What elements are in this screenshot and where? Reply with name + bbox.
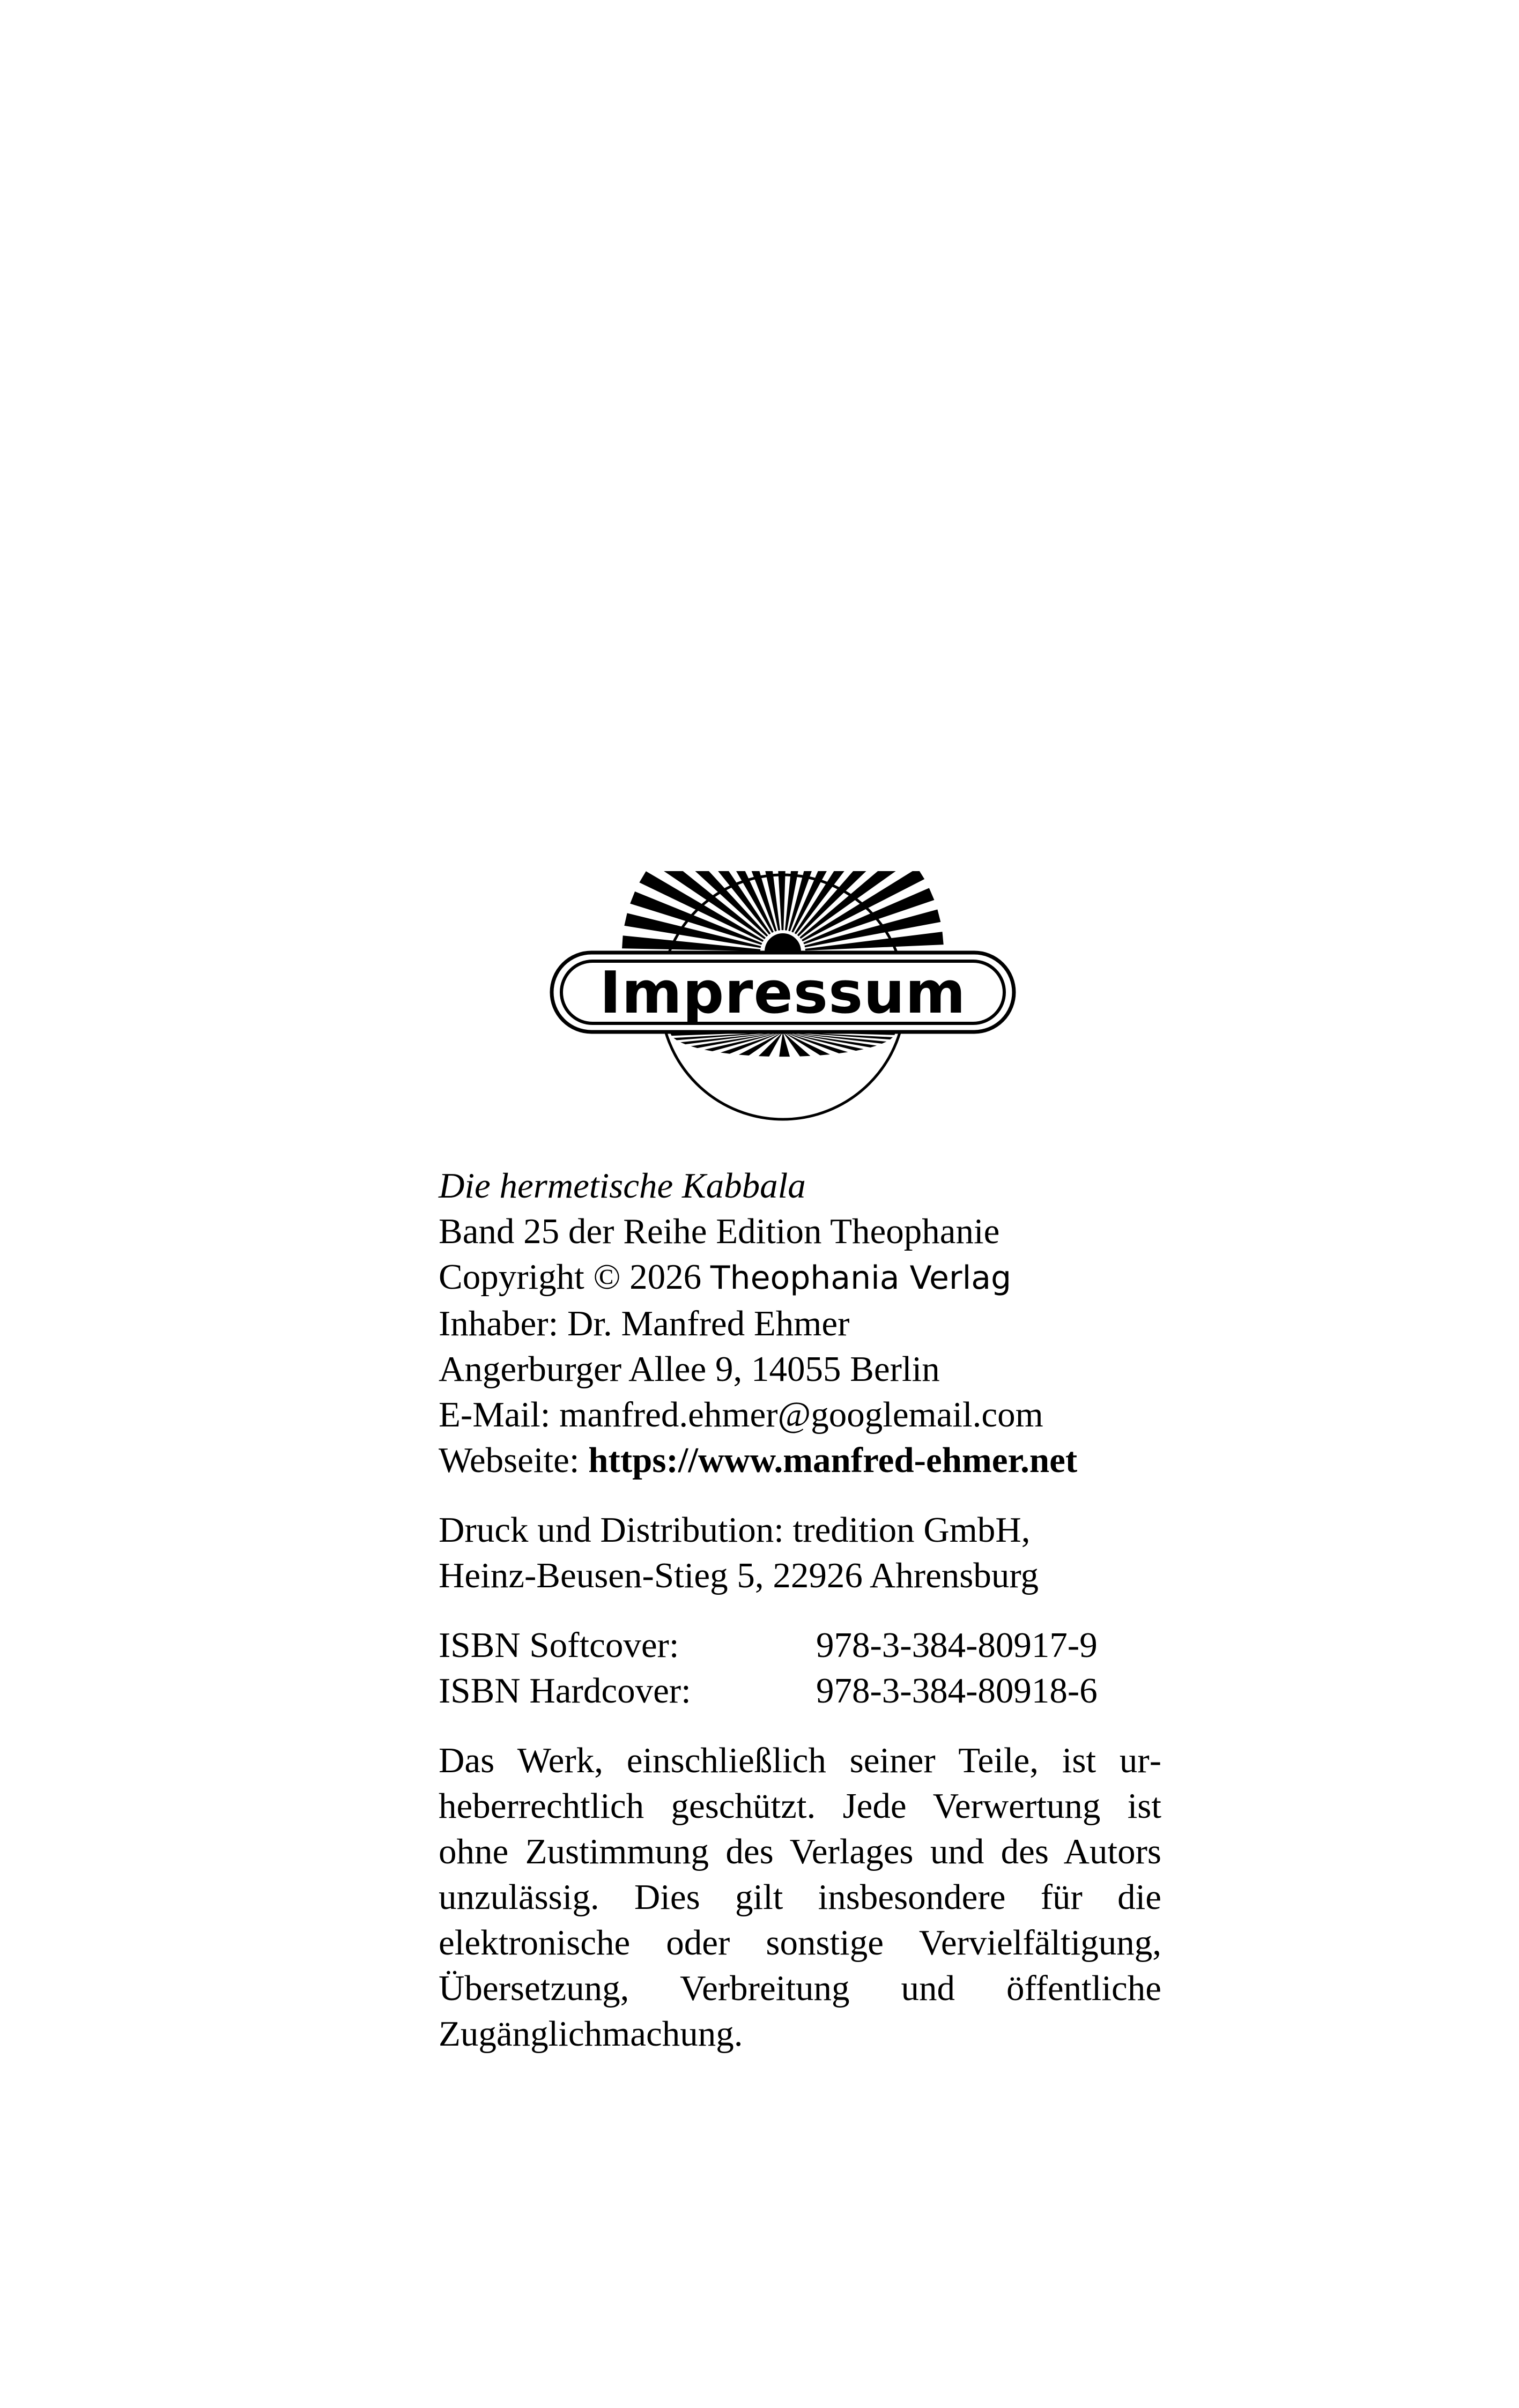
impressum-text bbox=[439, 1163, 1161, 2057]
owner-line: Inhaber: Dr. Manfred Ehmer bbox=[439, 1304, 850, 1343]
rights-notice: Das Werk, einschließlich seiner Teile, ist urheberrechtlich geschützt. Jede Verwertung ist ohne Zustimmung des Verlages und des Autors unzulässig. Dies gilt insbesondere für die elektronische oder sonstige Vervielfältigung, Übersetzung, Verbreitung und öffentliche Zugänglichmachung. bbox=[439, 1741, 1161, 2054]
email-line[interactable]: E-Mail: manfred.ehmer@googlemail.com bbox=[439, 1395, 1043, 1435]
isbn-value: 978-3-384-80918-6 bbox=[816, 1671, 1098, 1711]
series-line: Band 25 der Reihe Edition Theophanie bbox=[439, 1212, 1000, 1251]
copyright-line bbox=[439, 1254, 1161, 1301]
logo-wordmark: Impressum bbox=[599, 960, 966, 1027]
isbn-row-hardcover bbox=[439, 1668, 1161, 1714]
copyright-prefix: Copyright © 2026 bbox=[439, 1257, 710, 1297]
website-label: Webseite: bbox=[439, 1440, 589, 1480]
isbn-row-softcover bbox=[439, 1623, 1161, 1668]
spacer bbox=[439, 1714, 1161, 1738]
publisher-name: Theophania Verlag bbox=[710, 1259, 1012, 1297]
impressum-logo bbox=[544, 871, 1021, 1123]
spacer bbox=[439, 1483, 1161, 1507]
website-link[interactable]: https://www.manfred-ehmer.net bbox=[588, 1440, 1078, 1480]
distribution-line-2: Heinz-Beusen-Stieg 5, 22926 Ahrensburg bbox=[439, 1556, 1039, 1595]
isbn-label: ISBN Softcover: bbox=[439, 1625, 679, 1665]
book-title: Die hermetische Kabbala bbox=[439, 1166, 806, 1206]
website-line bbox=[439, 1438, 1161, 1483]
isbn-value: 978-3-384-80917-9 bbox=[816, 1625, 1098, 1665]
isbn-label: ISBN Hardcover: bbox=[439, 1671, 691, 1711]
distribution-line-1: Druck und Distribution: tredition GmbH, bbox=[439, 1510, 1031, 1550]
spacer bbox=[439, 1599, 1161, 1623]
address-line: Angerburger Allee 9, 14055 Berlin bbox=[439, 1349, 940, 1389]
